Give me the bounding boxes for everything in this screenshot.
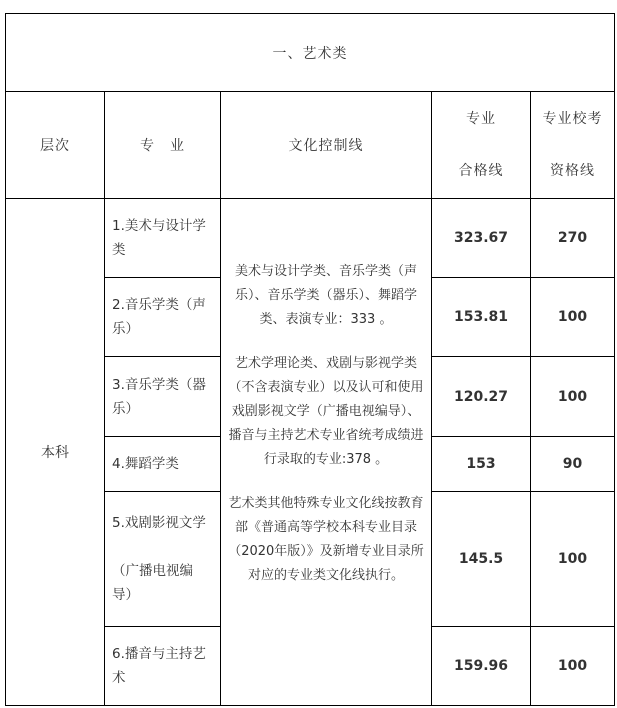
major-cell-line-1: 5.戏剧影视文学 xyxy=(112,515,206,531)
major-cell: 4.舞蹈学类 xyxy=(105,437,221,492)
pro-score-cell: 120.27 xyxy=(432,357,531,437)
culture-control-cell xyxy=(221,199,432,706)
pro-score-cell: 159.96 xyxy=(432,627,531,706)
culture-rule-1: 美术与设计学类、音乐学类（声乐）、音乐学类（器乐）、舞蹈学类、表演专业：333 。 xyxy=(234,264,417,327)
pro-score-cell: 323.67 xyxy=(432,199,531,278)
header-school-line xyxy=(531,92,615,199)
admission-score-table xyxy=(5,13,615,706)
school-score-cell: 100 xyxy=(531,627,615,706)
school-score-cell: 100 xyxy=(531,492,615,627)
header-row xyxy=(6,92,615,199)
header-level: 层次 xyxy=(6,92,105,199)
culture-rule-3: 艺术类其他特殊专业文化线按教育部《普通高等学校本科专业目录（2020年版）》及新增专业目录所对应的专业类文化线执行。 xyxy=(228,496,424,583)
pro-score-cell: 153 xyxy=(432,437,531,492)
header-pro-line xyxy=(432,92,531,199)
title-row xyxy=(6,14,615,92)
section-title: 一、艺术类 xyxy=(6,14,615,92)
level-cell: 本科 xyxy=(6,199,105,706)
major-cell: 1.美术与设计学类 xyxy=(105,199,221,278)
header-school-line-1: 专业校考 xyxy=(542,111,603,127)
pro-score-cell: 145.5 xyxy=(432,492,531,627)
pro-score-cell: 153.81 xyxy=(432,278,531,357)
header-pro-line-1: 专业 xyxy=(466,111,496,127)
culture-rule-2: 艺术学理论类、戏剧与影视学类（不含表演专业）以及认可和使用戏剧影视文学（广播电视编导）、播音与主持艺术专业省统考成绩进行录取的专业:378 。 xyxy=(228,356,424,467)
school-score-cell: 270 xyxy=(531,199,615,278)
header-school-line-2: 资格线 xyxy=(550,163,596,179)
major-cell xyxy=(105,492,221,627)
header-major: 专 业 xyxy=(105,92,221,199)
major-cell: 2.音乐学类（声乐） xyxy=(105,278,221,357)
major-cell: 3.音乐学类（器乐） xyxy=(105,357,221,437)
school-score-cell: 100 xyxy=(531,357,615,437)
major-cell-line-2: （广播电视编导） xyxy=(112,563,193,603)
school-score-cell: 100 xyxy=(531,278,615,357)
school-score-cell: 90 xyxy=(531,437,615,492)
header-pro-line-2: 合格线 xyxy=(458,163,504,179)
table-row xyxy=(6,199,615,278)
header-culture-line: 文化控制线 xyxy=(221,92,432,199)
major-cell: 6.播音与主持艺术 xyxy=(105,627,221,706)
